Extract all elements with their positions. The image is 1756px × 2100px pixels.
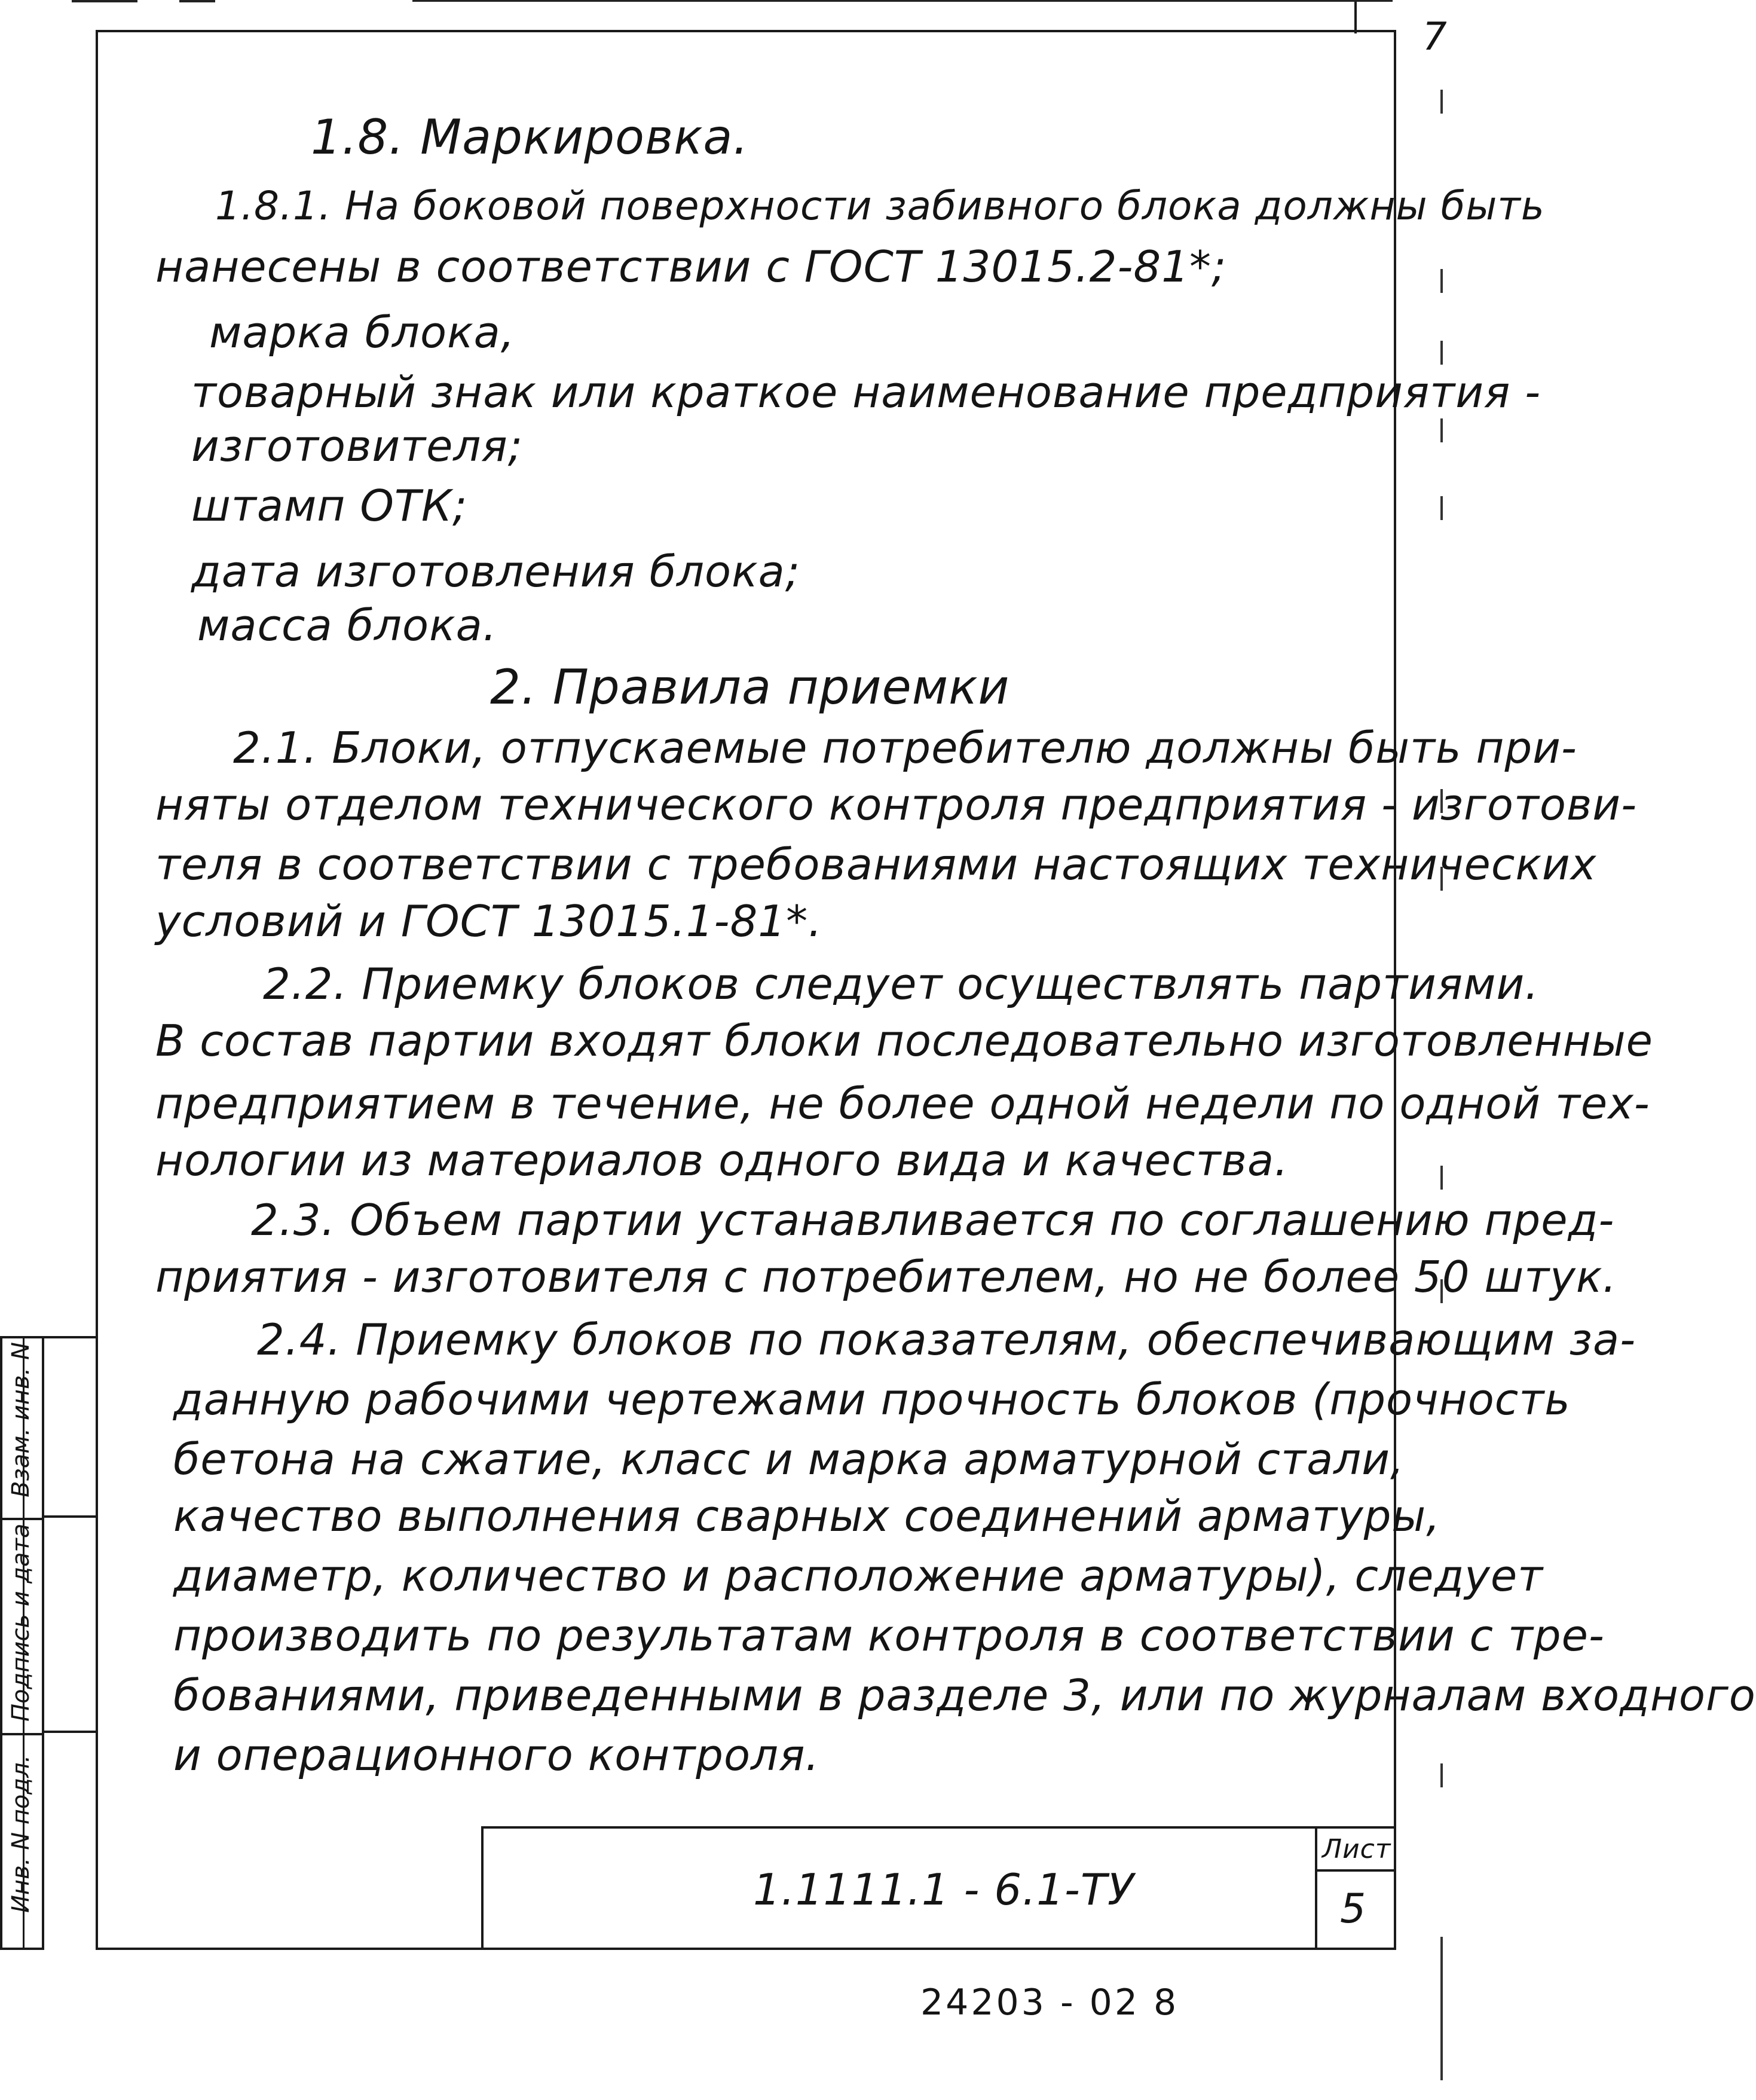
marking-item: штамп ОТК; bbox=[191, 481, 468, 531]
section-1-8-heading: 1.8. Маркировка. bbox=[311, 109, 749, 165]
paragraph-2-4-line: 2.4. Приемку блоков по показателям, обеспечивающим за- bbox=[257, 1315, 1636, 1365]
margin-mark bbox=[1440, 341, 1443, 365]
top-scan-line bbox=[72, 0, 137, 2]
marking-item: товарный знак или краткое наименование предприятия - bbox=[191, 367, 1541, 417]
paragraph-2-4-line: бетона на сжатие, класс и марка арматурной стали, bbox=[173, 1434, 1405, 1484]
paragraph-1-8-1-line-1: 1.8.1. На боковой поверхности забивного блока должны быть bbox=[215, 183, 1545, 229]
paragraph-2-4-line: и операционного контроля. bbox=[173, 1730, 820, 1780]
margin-mark bbox=[1440, 418, 1443, 442]
paragraph-2-1-line: 2.1. Блоки, отпускаемые потребителю должны быть при- bbox=[233, 723, 1577, 773]
side-stamp-inv-podl: Инв. N подл. bbox=[7, 1754, 35, 1913]
paragraph-2-2-line: 2.2. Приемку блоков следует осуществлять партиями. bbox=[263, 959, 1540, 1009]
margin-mark bbox=[1440, 1763, 1443, 1787]
bottom-archive-number: 8 bbox=[1154, 1982, 1177, 2023]
paragraph-2-4-line: бованиями, приведенными в разделе 3, или по журналам входного bbox=[173, 1670, 1756, 1720]
margin-mark bbox=[1440, 90, 1443, 114]
sheet-cell-divider bbox=[1317, 1869, 1396, 1872]
margin-mark bbox=[1440, 1937, 1443, 2080]
side-stamp-vzam: Взам. инв. N bbox=[7, 1342, 35, 1497]
bottom-archive-code: 24203 - 02 bbox=[920, 1982, 1140, 2023]
paragraph-1-8-1-line-2: нанесены в соответствии с ГОСТ 13015.2-81*; bbox=[155, 242, 1227, 292]
top-corner-box bbox=[1354, 0, 1396, 33]
margin-mark bbox=[1440, 269, 1443, 293]
side-stamp-divider bbox=[2, 1518, 42, 1520]
paragraph-2-1-line: условий и ГОСТ 13015.1-81*. bbox=[155, 896, 822, 946]
marking-item: масса блока. bbox=[197, 600, 497, 650]
margin-mark bbox=[1440, 1166, 1443, 1190]
margin-mark bbox=[1440, 496, 1443, 520]
paragraph-2-1-line: теля в соответствии с требованиями настоящих технических bbox=[155, 839, 1597, 889]
marking-item: дата изготовления блока; bbox=[191, 546, 800, 597]
side-stamp-divider bbox=[2, 1733, 42, 1735]
paragraph-2-2-line: В состав партии входят блоки последовательно изготовленные bbox=[155, 1016, 1653, 1066]
side-stamp-podpis: Подпись и дата bbox=[7, 1523, 35, 1722]
document-code: 1.1111.1 - 6.1-ТУ bbox=[753, 1864, 1134, 1915]
paragraph-2-4-line: производить по результатам контроля в соответствии с тре- bbox=[173, 1610, 1605, 1661]
side-stamp-outer-line bbox=[44, 1336, 96, 1338]
paragraph-2-3-line: 2.3. Объем партии устанавливается по соглашению пред- bbox=[251, 1195, 1615, 1245]
top-scan-line bbox=[412, 0, 1393, 2]
section-2-heading: 2. Правила приемки bbox=[490, 659, 1010, 715]
paragraph-2-2-line: предприятием в течение, не более одной недели по одной тех- bbox=[155, 1078, 1650, 1129]
sheet-label: Лист bbox=[1322, 1834, 1391, 1864]
marking-item: изготовителя; bbox=[191, 421, 524, 471]
paragraph-2-4-line: диаметр, количество и расположение арматуры), следует bbox=[173, 1551, 1544, 1601]
marking-item: марка блока, bbox=[209, 307, 515, 357]
sheet-number: 5 bbox=[1340, 1885, 1367, 1933]
top-scan-line bbox=[179, 0, 215, 2]
paragraph-2-2-line: нологии из материалов одного вида и качества. bbox=[155, 1135, 1289, 1185]
top-page-number: 7 bbox=[1422, 15, 1448, 59]
side-stamp-outer-line bbox=[44, 1731, 96, 1733]
paragraph-2-1-line: няты отделом технического контроля предприятия - изготови- bbox=[155, 780, 1638, 830]
paragraph-2-4-line: качество выполнения сварных соединений арматуры, bbox=[173, 1491, 1441, 1541]
paragraph-2-4-line: данную рабочими чертежами прочность блоков (прочность bbox=[173, 1374, 1571, 1425]
paragraph-2-3-line: приятия - изготовителя с потребителем, но не более 50 штук. bbox=[155, 1252, 1617, 1302]
side-stamp-outer-line bbox=[44, 1515, 96, 1518]
